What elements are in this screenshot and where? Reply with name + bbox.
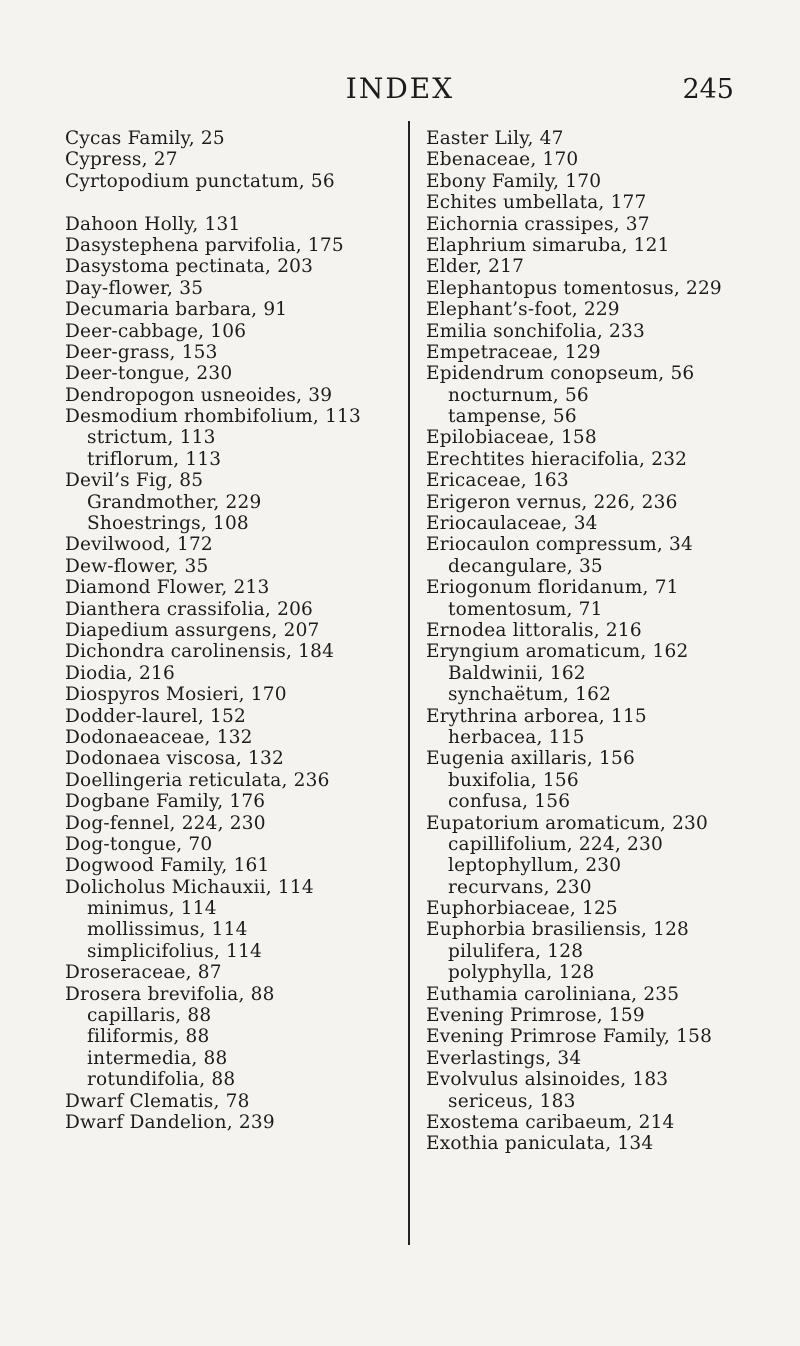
index-entry: Easter Lily, 47 xyxy=(426,128,564,149)
index-entry xyxy=(65,192,395,213)
index-entry: Evening Primrose, 159 xyxy=(426,1005,645,1027)
index-entry: Emilia sonchifolia, 233 xyxy=(426,320,645,342)
index-entry: Ebenaceae, 170 xyxy=(426,149,579,171)
index-entry: Doellingeria reticulata, 236 xyxy=(65,769,330,791)
index-entry: Dichondra carolinensis, 184 xyxy=(65,641,335,663)
index-entry: Ericaceae, 163 xyxy=(426,470,569,492)
index-entry: Dahoon Holly, 131 xyxy=(65,213,241,235)
index-entry: Dodonaeaceae, 132 xyxy=(65,726,253,748)
index-entry: Cypress, 27 xyxy=(65,149,178,171)
index-entry: Dolicholus Michauxii, 114 xyxy=(65,876,314,898)
index-subentry: buxifolia, 156 xyxy=(448,769,579,791)
index-entry: Everlastings, 34 xyxy=(426,1047,582,1069)
index-entry: Ernodea littoralis, 216 xyxy=(426,619,642,641)
index-entry: Dasystephena parvifolia, 175 xyxy=(65,234,344,256)
index-entry: Dog-fennel, 224, 230 xyxy=(65,812,266,834)
index-subentry: rotundifolia, 88 xyxy=(87,1069,236,1091)
page-number: 245 xyxy=(682,74,734,105)
index-entry: Ebony Family, 170 xyxy=(426,170,602,192)
index-entry: Elephantopus tomentosus, 229 xyxy=(426,277,722,299)
index-entry: Elephant’s-foot, 229 xyxy=(426,299,620,321)
index-subentry: leptophyllum, 230 xyxy=(448,855,622,877)
index-entry: Dwarf Clematis, 78 xyxy=(65,1090,250,1112)
index-entry: Dodonaea viscosa, 132 xyxy=(65,748,284,770)
index-entry: Cycas Family, 25 xyxy=(65,128,225,149)
index-subentry: sericeus, 183 xyxy=(448,1090,576,1112)
index-subentry: triflorum, 113 xyxy=(87,448,222,470)
index-entry: Day-flower, 35 xyxy=(65,277,204,299)
index-subentry: confusa, 156 xyxy=(448,791,571,813)
index-entry: Echites umbellata, 177 xyxy=(426,192,647,214)
index-entry: Devilwood, 172 xyxy=(65,534,213,556)
index-column-right xyxy=(426,128,746,1155)
index-entry: Diapedium assurgens, 207 xyxy=(65,619,320,641)
page-header xyxy=(0,72,800,112)
index-subentry: simplicifolius, 114 xyxy=(87,940,263,962)
index-subentry: Grandmother, 229 xyxy=(87,491,262,513)
index-subentry: filiformis, 88 xyxy=(87,1026,210,1048)
index-entry: Euthamia caroliniana, 235 xyxy=(426,983,680,1005)
index-entry: Droseraceae, 87 xyxy=(65,962,222,984)
column-divider xyxy=(408,121,410,1245)
index-entry: Dendropogon usneoides, 39 xyxy=(65,384,333,406)
index-entry: Decumaria barbara, 91 xyxy=(65,299,288,321)
index-entry: Eriocaulaceae, 34 xyxy=(426,513,598,535)
index-entry: Evening Primrose Family, 158 xyxy=(426,1026,713,1048)
index-subentry: recurvans, 230 xyxy=(448,876,592,898)
index-entry: Diamond Flower, 213 xyxy=(65,577,270,599)
index-entry: Elaphrium simaruba, 121 xyxy=(426,234,670,256)
index-entry: Eichornia crassipes, 37 xyxy=(426,213,650,235)
index-entry: Evolvulus alsinoides, 183 xyxy=(426,1069,669,1091)
index-entry: Dwarf Dandelion, 239 xyxy=(65,1111,275,1133)
index-entry: Dasystoma pectinata, 203 xyxy=(65,256,314,278)
index-entry: Eupatorium aromaticum, 230 xyxy=(426,812,708,834)
index-entry: Diodia, 216 xyxy=(65,662,175,684)
index-entry: Erechtites hieracifolia, 232 xyxy=(426,448,688,470)
index-entry: Deer-tongue, 230 xyxy=(65,363,233,385)
index-subentry: polyphylla, 128 xyxy=(448,962,595,984)
index-subentry: tampense, 56 xyxy=(448,406,577,428)
index-subentry: mollissimus, 114 xyxy=(87,919,248,941)
index-entry: Deer-cabbage, 106 xyxy=(65,320,247,342)
index-entry: Devil’s Fig, 85 xyxy=(65,470,204,492)
index-subentry: pilulifera, 128 xyxy=(448,940,584,962)
index-entry: Euphorbiaceae, 125 xyxy=(426,898,618,920)
index-subentry: minimus, 114 xyxy=(87,898,217,920)
index-entry: Dew-flower, 35 xyxy=(65,555,209,577)
index-subentry: strictum, 113 xyxy=(87,427,216,449)
index-entry: Dodder-laurel, 152 xyxy=(65,705,246,727)
index-entry: Epilobiaceae, 158 xyxy=(426,427,597,449)
index-entry: Exothia paniculata, 134 xyxy=(426,1133,654,1155)
index-entry: Cyrtopodium punctatum, 56 xyxy=(65,170,335,192)
index-subentry: Shoestrings, 108 xyxy=(87,513,249,535)
index-subentry: capillaris, 88 xyxy=(87,1005,212,1027)
index-entry: Exostema caribaeum, 214 xyxy=(426,1111,675,1133)
index-entry: Euphorbia brasiliensis, 128 xyxy=(426,919,690,941)
index-entry: Diospyros Mosieri, 170 xyxy=(65,684,287,706)
index-entry: Eugenia axillaris, 156 xyxy=(426,748,635,770)
index-subentry: decangulare, 35 xyxy=(448,555,603,577)
index-entry: Elder, 217 xyxy=(426,256,525,278)
index-column-left xyxy=(65,128,395,1133)
index-subentry: capillifolium, 224, 230 xyxy=(448,833,663,855)
index-subentry: synchaëtum, 162 xyxy=(448,684,612,706)
index-subentry: nocturnum, 56 xyxy=(448,384,589,406)
index-entry: Deer-grass, 153 xyxy=(65,341,218,363)
index-entry: Dogbane Family, 176 xyxy=(65,791,266,813)
index-subentry: Baldwinii, 162 xyxy=(448,662,586,684)
index-subentry: tomentosum, 71 xyxy=(448,598,603,620)
index-entry: Eriogonum floridanum, 71 xyxy=(426,577,679,599)
index-entry: Eryngium aromaticum, 162 xyxy=(426,641,689,663)
index-entry: Dog-tongue, 70 xyxy=(65,833,213,855)
page-title: INDEX xyxy=(345,72,455,105)
index-entry: Empetraceae, 129 xyxy=(426,341,601,363)
index-subentry: herbacea, 115 xyxy=(448,726,585,748)
index-entry: Dianthera crassifolia, 206 xyxy=(65,598,314,620)
index-entry: Erythrina arborea, 115 xyxy=(426,705,647,727)
index-entry: Epidendrum conopseum, 56 xyxy=(426,363,695,385)
index-entry: Eriocaulon compressum, 34 xyxy=(426,534,693,556)
index-entry: Dogwood Family, 161 xyxy=(65,855,270,877)
index-entry: Erigeron vernus, 226, 236 xyxy=(426,491,678,513)
index-entry: Desmodium rhombifolium, 113 xyxy=(65,406,361,428)
index-subentry: intermedia, 88 xyxy=(87,1047,228,1069)
index-entry: Drosera brevifolia, 88 xyxy=(65,983,275,1005)
